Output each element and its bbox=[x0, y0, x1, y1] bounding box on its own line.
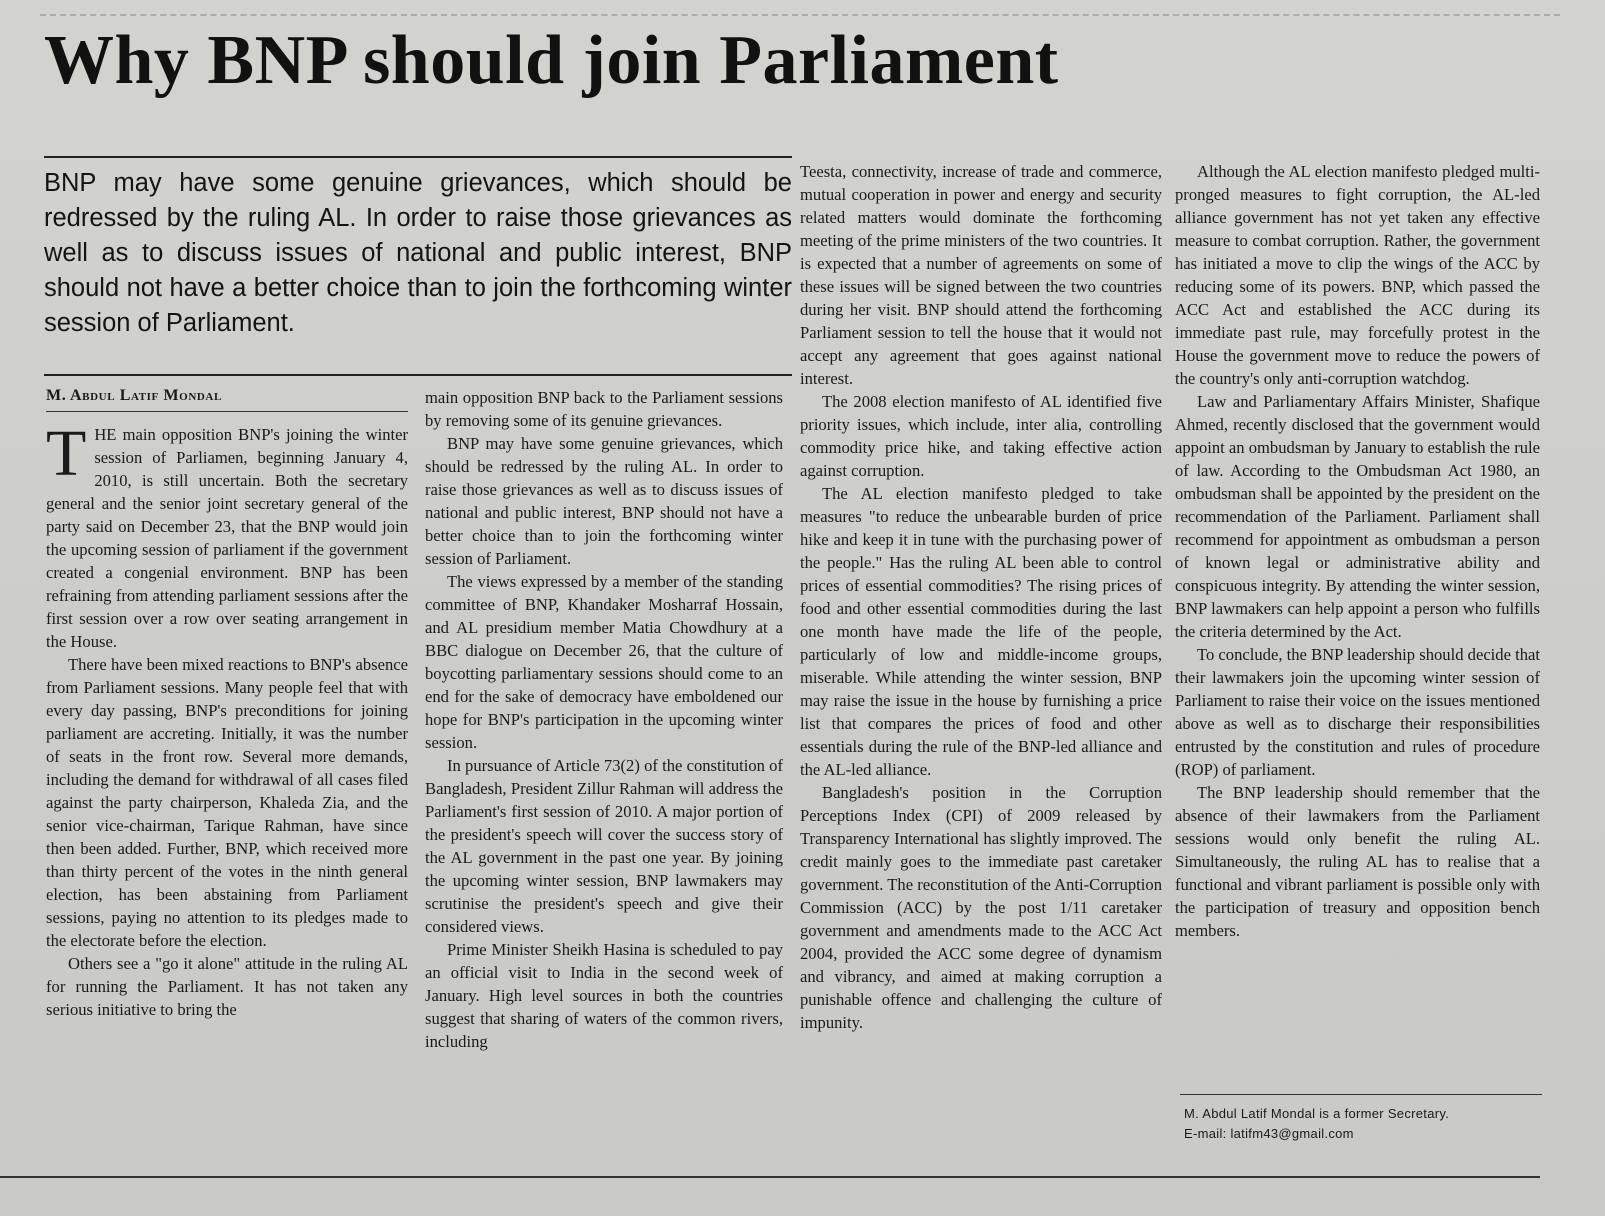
paragraph-3-cont: main opposition BNP back to the Parliament sessions by removing some of its genuine grievances. bbox=[425, 388, 783, 430]
column-1 bbox=[46, 417, 408, 1021]
author-bio bbox=[1184, 1104, 1544, 1144]
paragraph-8: The 2008 election manifesto of AL identified five priority issues, which include, inter alia, controlling commodity price hike, and taking effective action against corruption. bbox=[800, 392, 1162, 480]
paragraph-1: THE main opposition BNP's joining the winter session of Parliamen, beginning January 4, 2010, is still uncertain. Both the secretary general and the senior joint secretary general of the party said on December 23, that the BNP would join the upcoming session of parliament if the government created a congenial environment. BNP has been refraining from attending parliament sessions after the first session over a row over seating arrangement in the House. bbox=[46, 417, 408, 651]
deck-bottom-rule bbox=[44, 374, 792, 376]
column-4 bbox=[1175, 160, 1540, 942]
column-3 bbox=[800, 160, 1162, 1034]
paragraph-2: There have been mixed reactions to BNP's absence from Parliament sessions. Many people feel that with every day passing, BNP's preconditions for joining parliament are accreting. Initially, it was the number of seats in the front row. Several more demands, including the demand for withdrawal of all cases filed against the party chairperson, Khaleda Zia, and the senior vice-chairman, Tarique Rahman, have since then been added. Further, BNP, which received more than thirty percent of the votes in the ninth general election, has been abstaining from Parliament sessions, paying no attention to its pledges made to the electorate before the election. bbox=[46, 655, 408, 950]
paragraph-4: BNP may have some genuine grievances, which should be redressed by the ruling AL. In order to raise those grievances as well as to discuss issues of national and public interest, BNP should not have a better choice than to join the forthcoming winter session of Parliament. bbox=[425, 434, 783, 568]
paragraph-11: Although the AL election manifesto pledged multi-pronged measures to fight corruption, the AL-led alliance government has not yet taken any effective measure to combat corruption. Rather, the government has initiated a move to clip the wings of the ACC by reducing some of its powers. BNP, which passed the ACC Act and established the ACC during its immediate past rule, may forcefully protest in the House the government move to reduce the powers of the country's only anti-corruption watchdog. bbox=[1175, 162, 1540, 388]
author-email: E-mail: latifm43@gmail.com bbox=[1184, 1126, 1354, 1141]
paragraph-5: The views expressed by a member of the standing committee of BNP, Khandaker Mosharraf Hossain, and AL presidium member Matia Chowdhury at a BBC dialogue on December 26, that the culture of boycotting parliamentary sessions should come to an end for the sake of democracy have emboldened our hope for BNP's participation in the upcoming winter session. bbox=[425, 572, 783, 752]
paragraph-14: The BNP leadership should remember that the absence of their lawmakers from the Parliament sessions would only benefit the ruling AL. Simultaneously, the ruling AL has to realise that a functional and vibrant parliament is possible only with the participation of treasury and opposition bench members. bbox=[1175, 783, 1540, 940]
byline-rule bbox=[46, 411, 408, 412]
paragraph-7-cont: Teesta, connectivity, increase of trade and commerce, mutual cooperation in power and energy and security related matters would dominate the forthcoming meeting of the prime ministers of the two countries. It is expected that a number of agreements on some of these issues will be signed between the two countries during her visit. BNP should attend the forthcoming Parliament session to tell the house that it would not accept any agreement that goes against national interest. bbox=[800, 162, 1162, 388]
headline: Why BNP should join Parliament bbox=[44, 22, 1059, 99]
bottom-rule bbox=[0, 1176, 1540, 1178]
paragraph-10: Bangladesh's position in the Corruption Perceptions Index (CPI) of 2009 released by Transparency International has slightly improved. The credit mainly goes to the immediate past caretaker government. The reconstitution of the Anti-Corruption Commission (ACC) by the post 1/11 caretaker government and amendments made to the ACC Act 2004, provided the ACC some degree of dynamism and vibrancy, and aimed at making corruption a punishable offence and challenging the culture of impunity. bbox=[800, 783, 1162, 1032]
paragraph-3: Others see a "go it alone" attitude in the ruling AL for running the Parliament. It has not taken any serious initiative to bring the bbox=[46, 954, 408, 1019]
deck-top-rule bbox=[44, 156, 792, 158]
drop-cap: T bbox=[46, 417, 87, 490]
paragraph-9: The AL election manifesto pledged to take measures "to reduce the unbearable burden of price hike and keep it in tune with the purchasing power of the people." Has the ruling AL been able to control prices of essential commodities? The rising prices of food and other essential commodities during the last one month have made the life of the people, particularly of low and middle-income groups, miserable. While attending the winter session, BNP may raise the issue in the house by furnishing a price list that compares the prices of food and other essentials during the rule of the BNP-led alliance and the AL-led alliance. bbox=[800, 484, 1162, 779]
deck-summary: BNP may have some genuine grievances, which should be redressed by the ruling AL. In order to raise those grievances as well as to discuss issues of national and public interest, BNP should not have a better choice than to join the forthcoming winter session of Parliament. bbox=[44, 169, 792, 337]
paragraph-13: To conclude, the BNP leadership should decide that their lawmakers join the upcoming winter session of Parliament to raise their voice on the issues mentioned above as well as to discharge their responsibilities entrusted by the constitution and rules of procedure (ROP) of parliament. bbox=[1175, 645, 1540, 779]
bleed-through-rule bbox=[40, 2, 1560, 16]
author-bio-text: M. Abdul Latif Mondal is a former Secretary. bbox=[1184, 1106, 1450, 1121]
paragraph-7: Prime Minister Sheikh Hasina is scheduled to pay an official visit to India in the second week of January. High level sources in both the countries suggest that sharing of waters of the common rivers, including bbox=[425, 940, 783, 1051]
paragraph-6: In pursuance of Article 73(2) of the constitution of Bangladesh, President Zillur Rahman will address the Parliament's first session of 2010. A major portion of the president's speech will cover the success story of the AL government in the past one year. By joining the upcoming winter session, BNP lawmakers may scrutinise the president's speech and give their considered views. bbox=[425, 756, 783, 936]
paragraph-12: Law and Parliamentary Affairs Minister, Shafique Ahmed, recently disclosed that the government would appoint an ombudsman by January to establish the rule of law. According to the Ombudsman Act 1980, an ombudsman shall be appointed by the president on the recommendation of the Parliament. Parliament shall recommend for appointment as ombudsman a person of known legal or administrative ability and conspicuous integrity. By attending the winter session, BNP lawmakers can help appoint a person who fulfills the criteria determined by the Act. bbox=[1175, 392, 1540, 641]
column-2 bbox=[425, 386, 783, 1053]
bio-rule bbox=[1180, 1094, 1542, 1095]
byline: M. Abdul Latif Mondal bbox=[46, 387, 222, 404]
